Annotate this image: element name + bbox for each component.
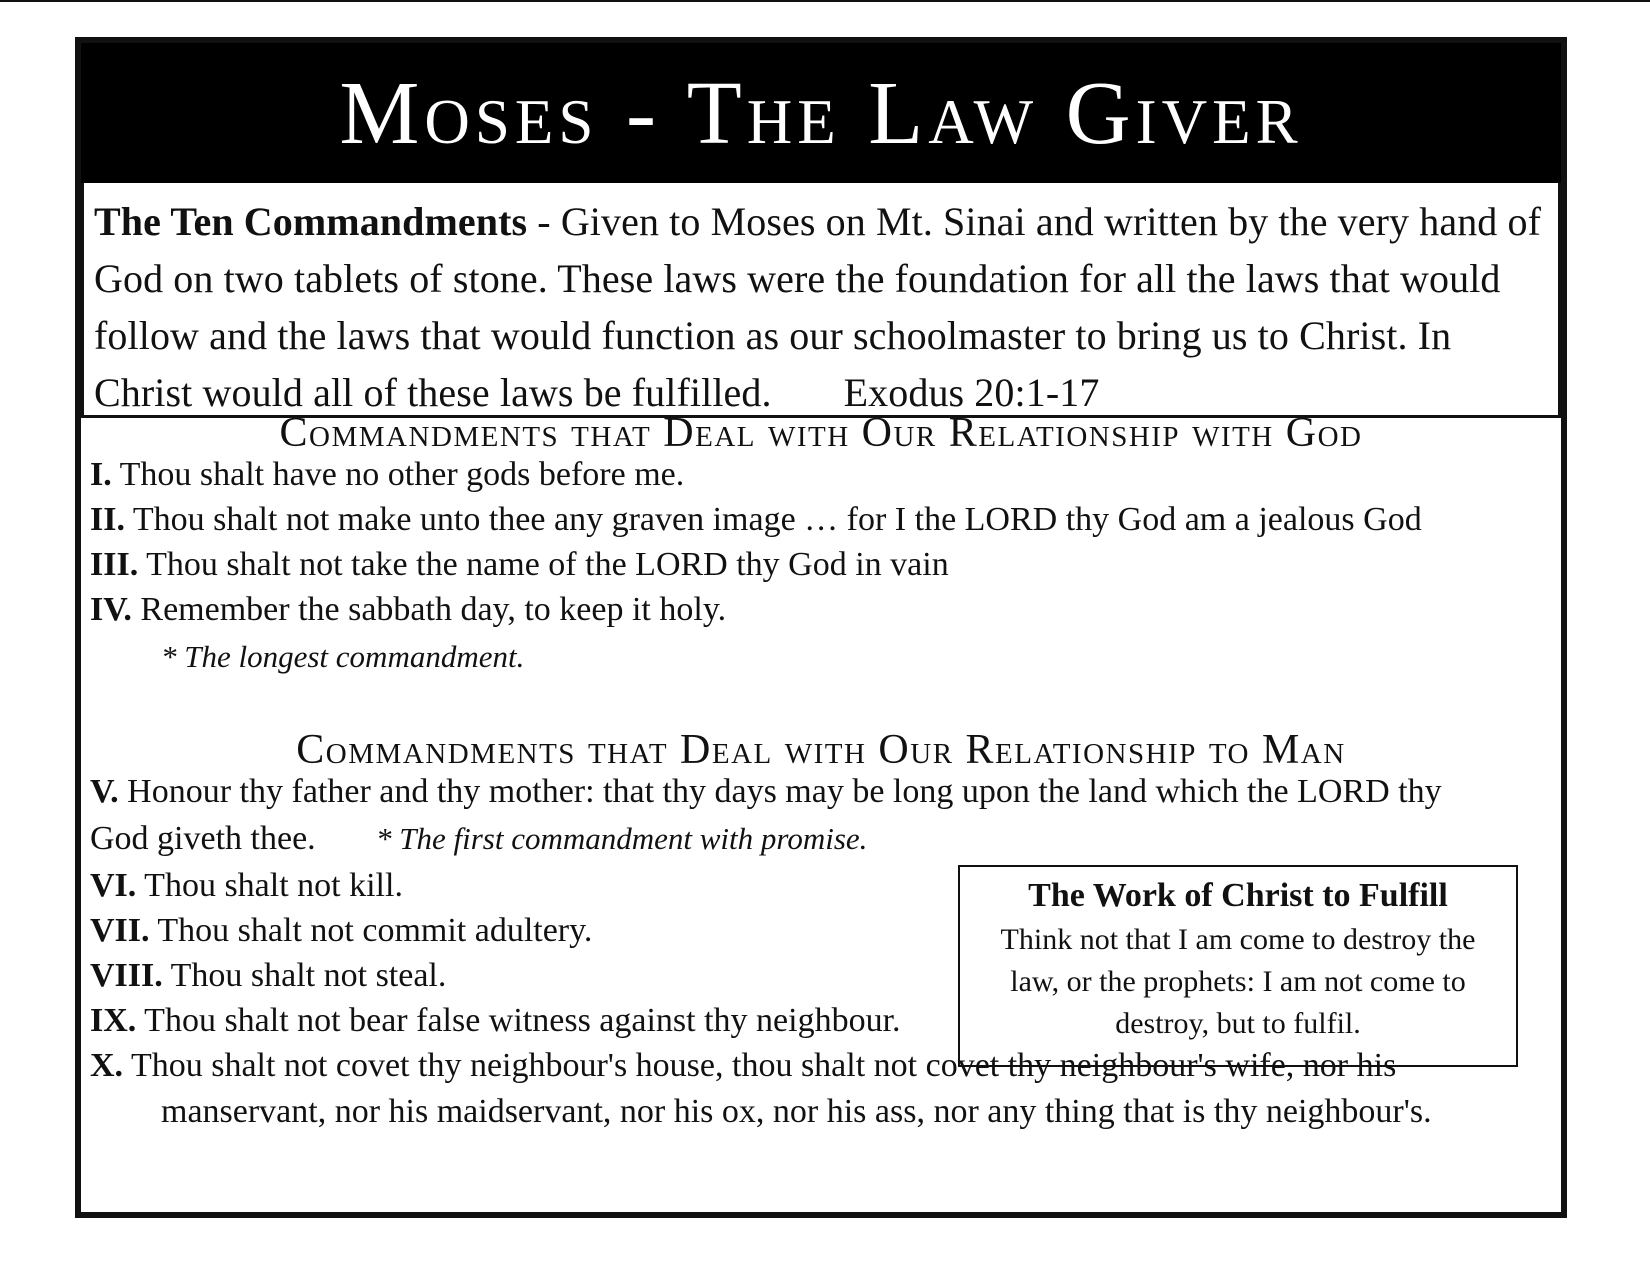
commandment-text: Thou shalt not make unto thee any graven image … for I the LORD thy God am a jealous God [124,501,1422,538]
commandment-text: Thou shalt not take the name of the LORD thy God in vain [138,546,949,583]
callout-text: Think not that I am come to destroy the law, or the prophets: I am not come to destroy, but to fulfil. [1000,923,1476,1040]
commandment-4 [90,591,726,629]
intro-reference: Exodus 20:1-17 [843,370,1100,415]
intro-box [81,183,1561,418]
intro-paragraph [84,183,1558,421]
commandment-number: VII. [90,912,150,949]
intro-lead: The Ten Commandments [94,199,528,244]
commandment-number: IV. [90,591,132,628]
commandment-number: III. [90,546,139,583]
commandment-text: Remember the sabbath day, to keep it holy. [131,591,727,628]
commandment-text: Thou shalt have no other gods before me. [111,456,685,493]
section-heading-god: Commandments that Deal with Our Relationship with God [279,410,1363,456]
top-rule [0,0,1650,2]
commandment-text: Honour thy father and thy mother: that thy days may be long upon the land which the LORD thy [118,773,1442,810]
commandment-7 [90,912,592,950]
commandment-text: Thou shalt not commit adultery. [149,912,593,949]
intro-text: - Given to Moses on Mt. Sinai and written by the very hand of God on two tablets of stone. These laws were the foundation for all the laws that would follow and the laws that would function as our schoolmaster to bring us to Christ. In Christ would all of these laws be fulfilled. [94,199,1542,415]
commandment-number: VIII. [90,957,163,994]
commandment-number: VI. [90,867,137,904]
commandment-2 [90,501,1422,539]
section-heading-man: Commandments that Deal with Our Relationship to Man [296,727,1346,773]
page-frame [75,37,1567,1218]
commandment-3 [90,546,949,584]
commandment-5-continued: God giveth thee. [90,820,316,857]
commandment-8 [90,957,446,995]
note-promise: * The first commandment with promise. [376,821,868,856]
commandment-number: V. [90,773,119,810]
commandment-number: II. [90,501,125,538]
commandment-text: Thou shalt not steal. [162,957,447,994]
commandment-text: Thou shalt not bear false witness against thy neighbour. [136,1002,901,1039]
commandment-6 [90,867,403,905]
commandment-9 [90,1002,901,1040]
callout-title: The Work of Christ to Fulfill [1028,877,1448,914]
callout-box [958,865,1518,1067]
commandment-text: Thou shalt not kill. [136,867,403,904]
page-title: Moses - The Law Giver [81,43,1561,183]
commandment-1 [90,456,684,494]
commandment-number: I. [90,456,112,493]
commandment-10-continued: manservant, nor his maidservant, nor his ox, nor his ass, nor any thing that is thy neighbour's. [161,1093,1432,1130]
commandment-number: IX. [90,1002,137,1039]
commandment-5 [90,773,1442,811]
commandment-text: Thou shalt not covet thy neighbour's house, thou shalt not covet thy neighbour's wife, nor his [123,1047,1397,1084]
note-longest: * The longest commandment. [161,639,525,674]
commandment-number: X. [90,1047,124,1084]
